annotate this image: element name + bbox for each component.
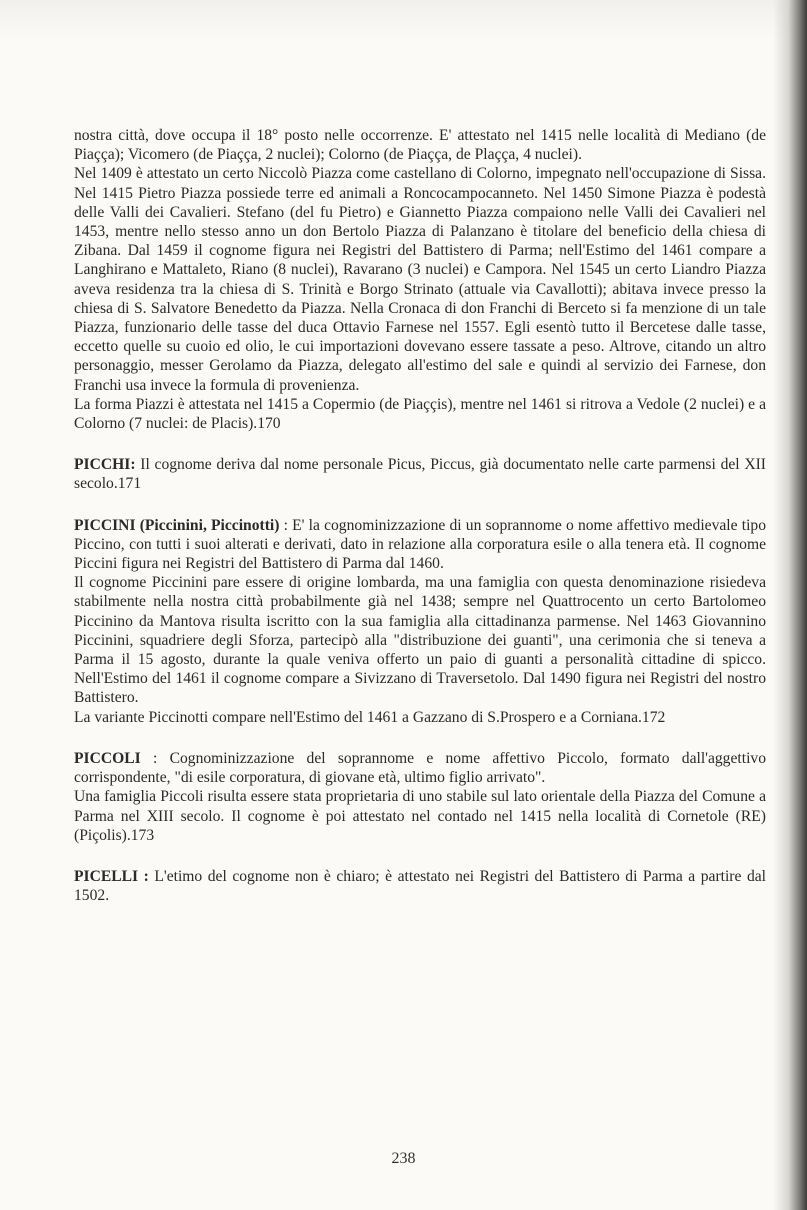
entry-heading: PICCINI [74, 516, 136, 534]
entry-text: Il cognome deriva dal nome personale Picus, Piccus, già documentato nelle carte parmensi del XII secolo.171 [74, 456, 767, 493]
entry-text: : Cognominizzazione del soprannome e nome affettivo Piccolo, formato dall'aggettivo corrispondente, "di esile corporatura, di giovane età, ultimo figlio arrivato". [74, 749, 766, 787]
entry-paragraph: Il cognome Piccinini pare essere di origine lombarda, ma una famiglia con questa denominazione risiedeva stabilmente nella nostra città probabilmente già nel 1438; sempre nel Quattrocento un certo Bartolomeo Piccinino da Mantova risulta iscritto con la sua famiglia alla cittadinanza parmense. Nel 1463 Giovannino Piccinini, squadriere degli Sforza, partecipò alla "distribuzione dei guanti", una cerimonia che si teneva a Parma il 15 agosto, durante la quale veniva offerto un paio di guanti a personalità cittadine di spicco. Nell'Estimo del 1461 il cognome compare a Sivizzano di Traversetolo. Dal 1490 figura nei Registri del nostro Battistero. [74, 574, 766, 707]
entry-heading: PICELLI : [74, 867, 149, 885]
entry-text: : E' la cognominizzazione di un soprannome o nome affettivo medievale tipo Piccino, con tutti i suoi alterati e derivati, dato in relazione alla corporatura esile o alla tenera età. Il cognome Piccini figura nei Registri del Battistero di Parma dal 1460. [74, 516, 766, 573]
entry-piccoli [74, 749, 766, 845]
entry-picchi [74, 455, 766, 493]
piazza-history-paragraph: Nel 1409 è attestato un certo Niccolò Piazza come castellano di Colorno, impegnato nell'occupazione di Sissa. Nel 1415 Pietro Piazza possiede terre ed animali a Roncocampocanneto. Nel 1450 Simone Piazza è podestà delle Valli dei Cavalieri. Stefano (del fu Pietro) e Giannetto Piazza compaiono nelle Valli dei Cavalieri nel 1453, mentre nello stesso anno un don Bertolo Piazza di Palanzano è titolare del beneficio della chiesa di Zibana. Dal 1459 il cognome figura nei Registri del Battistero di Parma; nell'Estimo del 1461 compare a Langhirano e Mattaleto, Riano (8 nuclei), Ravarano (3 nuclei) e Campora. Nel 1545 un certo Liandro Piazza aveva residenza tra la chiesa di S. Trinità e Borgo Strinato (attuale via Cavallotti); abitava invece presso la chiesa di S. Salvatore Benedetto da Piazza. Nella Cronaca di don Franchi di Berceto si fa menzione di un tale Piazza, funzionario delle tasse del duca Ottavio Farnese nel 1557. Egli esentò tutto il Bercetese dalle tasse, eccetto quelle su cuoio ed olio, le cui importazioni dovevano essere tassate a peso. Altrove, citando un altro personaggio, messer Gerolamo da Piazza, delegato all'estimo del sale e quindi al servizio dei Farnese, don Franchi usa invece la formula di provenienza. [74, 165, 766, 394]
entry-paragraph: Una famiglia Piccoli risulta essere stata proprietaria di uno stabile sul lato orientale della Piazza del Comune a Parma nel XIII secolo. Il cognome è poi attestato nel contado nel 1415 nella località di Cornetole (RE) (Piçolis).173 [74, 788, 766, 844]
entry-heading: PICCHI: [74, 456, 136, 474]
entry-picelli [74, 867, 766, 905]
page-number: 238 [391, 1150, 416, 1167]
piazzi-variant-paragraph: La forma Piazzi è attestata nel 1415 a Copermio (de Piaççis), mentre nel 1461 si ritrova a Vedole (2 nuclei) e a Colorno (7 nuclei: de Placis).170 [74, 395, 766, 433]
page-top-shadow [0, 0, 807, 40]
continued-paragraph: nostra città, dove occupa il 18° posto nelle occorrenze. E' attestato nel 1415 nelle località di Mediano (de Piaçça); Vicomero (de Piaçça, 2 nuclei); Colorno (de Piaçça, de Plaçça, 4 nuclei). [74, 127, 766, 164]
entry-paragraph: La variante Piccinotti compare nell'Estimo del 1461 a Gazzano di S.Prospero e a Corniana.172 [74, 708, 666, 726]
entry-text: L'etimo del cognome non è chiaro; è attestato nei Registri del Battistero di Parma a partire dal 1502. [74, 867, 766, 905]
entry-variants: (Piccinini, Piccinotti) [139, 516, 280, 534]
page-body [74, 126, 766, 905]
entry-piccini [74, 516, 766, 727]
book-spine-shadow [773, 0, 807, 1210]
entry-heading: PICCOLI [74, 749, 141, 767]
